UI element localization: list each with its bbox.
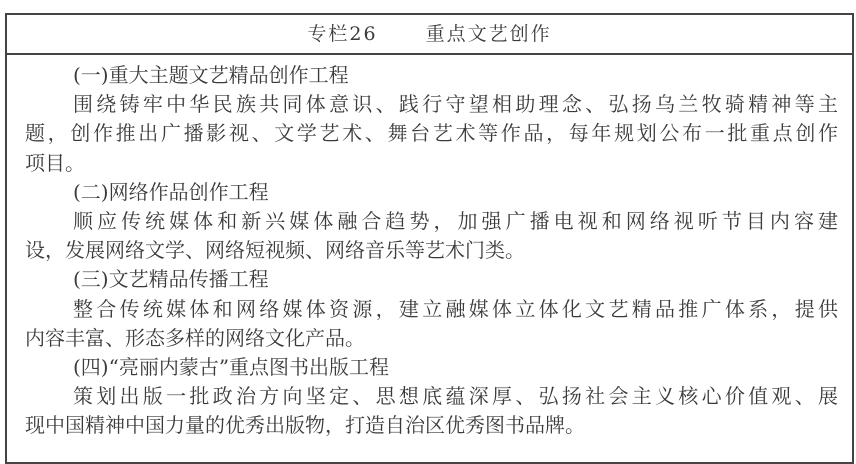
paragraph-line: 项目。 <box>25 150 85 175</box>
section-heading: (四)“亮丽内蒙古”重点图书出版工程 <box>73 354 390 379</box>
paragraph-line: 整合传统媒体和网络媒体资源，建立融媒体立体化文艺精品推广体系，提供 <box>73 296 838 321</box>
section-heading: (三)文艺精品传播工程 <box>73 267 269 292</box>
section-heading: (二)网络作品创作工程 <box>73 179 269 204</box>
paragraph-line: 内容丰富、形态多样的网络文化产品。 <box>25 325 365 350</box>
column-body <box>7 55 852 440</box>
feature-column-box <box>5 13 854 464</box>
section-heading: (一)重大主题文艺精品创作工程 <box>73 63 349 87</box>
column-label: 专栏26 <box>307 23 378 45</box>
column-header <box>7 15 852 55</box>
paragraph-line: 现中国精神中国力量的优秀出版物，打造自治区优秀图书品牌。 <box>25 413 585 438</box>
paragraph-line: 围绕铸牢中华民族共同体意识、践行守望相助理念、弘扬乌兰牧骑精神等主 <box>73 92 838 117</box>
paragraph-line: 题，创作推出广播影视、文学艺术、舞台艺术等作品，每年规划公布一批重点创作 <box>25 121 838 146</box>
paragraph-line: 策划出版一批政治方向坚定、思想底蕴深厚、弘扬社会主义核心价值观、展 <box>73 384 838 409</box>
column-title: 重点文艺创作 <box>425 23 552 45</box>
paragraph-line: 设，发展网络文学、网络短视频、网络音乐等艺术门类。 <box>25 238 525 263</box>
paragraph-line: 顺应传统媒体和新兴媒体融合趋势，加强广播电视和网络视听节目内容建 <box>73 208 838 233</box>
